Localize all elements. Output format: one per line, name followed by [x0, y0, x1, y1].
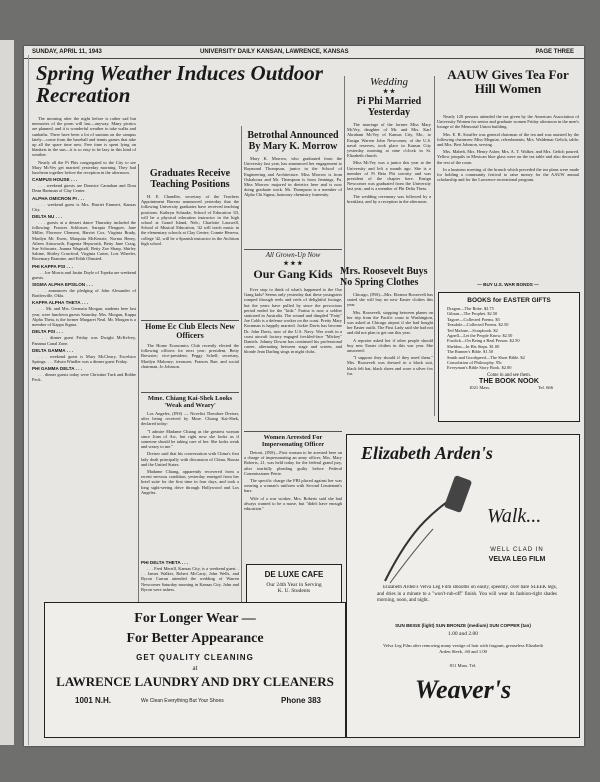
elizabeth-arden-ad — [346, 434, 580, 738]
divider — [141, 320, 239, 321]
betrothal-text: Mary K. Morrow, who graduated from the University last year, has announced her engagement to Raymond Thompson, junior in the School of Engineering and Architecture. Miss Morrow is from Oskaloosa and Mr. Thompson is from Jennings, Pa. Miss Morrow majored in dietetics here and is now doing graduate work. Mr. Thompson is a member of Alpha Chi Sigma, honorary chemistry fraternity. — [244, 156, 342, 198]
item-head: DELTA PSI . . . — [32, 329, 63, 335]
column-society — [32, 116, 136, 648]
roosevelt-para: A reporter asked her if other people should buy new Easter clothes in this war year. She answered: — [347, 337, 433, 354]
ourgang-stars: ★ ★ ★ — [283, 261, 303, 267]
phidelt-text: . . . Fred Merrill, Kansas City, is a weekend guest. . . . James Walker, Robert McCarty, John Wells, and Byron Curran attended the wedding of Warren Newcomer Saturday morning in Kansas City. John and Byron were ushers. — [141, 566, 239, 592]
book-nook-ad — [438, 292, 580, 422]
divider — [244, 249, 342, 250]
column-rule — [241, 126, 242, 606]
item-text: . . . weekend guest is Mrs. Harriet Emmert, Kansas City. — [32, 201, 136, 212]
page-fold-line — [28, 55, 29, 745]
divider — [141, 392, 239, 393]
item-head: SIGMA ALPHA EPSILON . . . — [32, 282, 93, 288]
newspaper-page — [24, 46, 584, 746]
betrothal-headline: Betrothal Announced By Mary K. Morrow — [247, 130, 339, 152]
deluxe-name: DE LUXE CAFE — [264, 570, 324, 579]
item-head: KAPPA ALPHA THETA . . . — [32, 300, 89, 306]
wedding-para: The marriage of the former Miss Mary McVey, daughter of Mr. and Mrs. Karl Abraham McVey of Kansas City, Mo., to Ensign Warren John Newcomer, of the U.S. naval reserves, took place in Kansas City yesterday morning at nine o'clock in St. Elizabeth church. — [347, 122, 431, 159]
spring-para: Nearly all the Pi Phis congregated to the City to see Mary McVey get married yesterday morning. They had luncheon together before the reception in the afternoon. — [32, 159, 136, 176]
item-text: . . . Joe Morris and Justin Doyle of Topeka are weekend guests. — [32, 269, 136, 280]
arden-tag: WELL CLAD IN — [490, 547, 544, 553]
arden-body-block — [377, 585, 557, 607]
laundry-line1: For Longer Wear — — [134, 611, 256, 626]
booknook-contact — [439, 385, 579, 391]
graduates-text: H. E. Chandler, secretary of the Teachers Appointment Bureau announced yesterday that the following University graduates have received teaching positions: Kathryn Schaake, School of Education '43, will be a physical education instructor in the high school at Grand Island, Neb.; Charlotte Lasswell, School of Musical Education, '42 will teach music in the elementary schools at Clay Center; Connie Herrera, college '42, will be a Spanish instructor in the Atchison high school. — [141, 194, 239, 246]
aauw-para: Mrs. Mabelt, Mrs. Henry Asher, Mrs. A. T. Walker, and Mrs. Geltch poured. Yellow jonquils in Mexican blue glass were on the tea table and also decorated the rest of the room. — [437, 149, 579, 165]
roosevelt-headline: Mrs. Roosevelt Buys No Spring Clothes — [340, 266, 428, 288]
laundry-at: at — [192, 664, 198, 672]
item-text: . . . Mr. and Mrs. Germain Morgan, students here last year, were luncheon guests Saturday. Mrs. Morgan, Kappa Alpha Theta, is the former Margaret Neal. Mr. Morgan is a member of Kappa Sigma. — [32, 306, 136, 328]
homeec-text: The Home Economics Club recently elected the following officers for next year: president, Betty Brewster; vice-president, Peggy Schell; secretary, Marilyn Maloney; treasurer, Frances Rae; and social chairman, Jo Johnson. — [141, 343, 239, 369]
ourgang-headline: Our Gang Kids — [253, 267, 333, 281]
leg-illustration — [365, 471, 485, 591]
wedding-para: The wedding ceremony was followed by a breakfast, and by a reception in the afternoon. — [347, 193, 431, 204]
arden-body: Elizabeth Arden's Velva Leg Film smooths on easily, speedily, over bare SLEEK legs, and dries in a minute to a "won't-rub-off" finish. You will wear its fashion-right shades morning, noon, and night. — [377, 585, 557, 603]
item-text: . . . dinner guest Friday was Dwight McKelvey, Panama Canal Zone. — [32, 335, 136, 346]
roosevelt-para: Mrs. Roosevelt, stopping between planes on her trip from the Pacific coast to Washington, was asked at Chicago airport if she had bought her Easter outfit. The First Lady said she had not and did not plan to get one this year. — [347, 309, 433, 336]
chiang-headline: Mme. Chiang Kai-Shek Looks 'Weak and Weary' — [147, 395, 233, 410]
graduates-headline: Graduates Receive Teaching Positions — [149, 168, 231, 190]
booknook-name: THE BOOK NOOK — [479, 377, 539, 385]
deluxe-line1: Our 24th Year in Serving — [266, 582, 322, 588]
item-head: ALPHA OMICRON PI . . . — [32, 195, 85, 201]
impersonating-headline: Women Arrested For Impersonating Officer — [261, 434, 325, 449]
chiang-para: Los Angeles, (INS) — Novelist Theodore Dreiser, after being received by Mme. Chiang Kai-Shek, declared today: — [141, 411, 239, 427]
divider — [244, 431, 342, 432]
betrothal-story — [244, 156, 342, 248]
laundry-name: LAWRENCE LAUNDRY AND DRY CLEANERS — [56, 674, 334, 689]
laundry-contact — [45, 696, 345, 708]
roosevelt-para: "I suppose they should if they need them." Mrs. Roosevelt was dressed in a black suit, black felt hat, black shoes and wore a silver fox fur. — [347, 355, 433, 376]
arden-store-address: 811 Mass. Tel. — [449, 663, 477, 668]
arden-note: Velva Leg Film after removing many vestige of hair with fragrant, greaseless Elizabeth Arden Sleek, .60 and 1.00 — [382, 643, 544, 654]
lawrence-laundry-ad — [44, 602, 346, 738]
chiang-para: Dreiser said that his conversation with China's first lady dealt principally with discussion of China, Russia and the United States. — [141, 451, 239, 467]
adjacent-page-edge — [0, 40, 14, 745]
item-head: DELTA NU . . . — [32, 214, 63, 220]
wedding-kicker: Wedding — [369, 76, 409, 88]
spring-headline: Spring Weather Induces Outdoor Recreation — [36, 61, 323, 108]
leg-film-bottle — [444, 475, 473, 513]
book-list-item: Fosdick—On Being a Real Person. $2.50 — [447, 338, 520, 344]
book-list-item: Consolation of Philosophy. 95c — [447, 360, 503, 366]
chiang-para: Madame Chiang, apparently recovered from a recent nervous condition, yesterday emerged from her hotel suite for the first time in four days, and took a long sight-seeing drive through Hollywood and Los Angeles. — [141, 469, 239, 495]
deluxe-cafe-ad — [246, 564, 342, 606]
ourgang-story — [244, 287, 342, 429]
chiang-para: "I admire Madame Chiang as the greatest woman since Joan of Arc, but right now she looks as if someone should be taking care of her. She looks weak and weary to me." — [141, 428, 239, 450]
booknook-address: 1021 Mass. — [469, 384, 491, 390]
book-list-item: Sheldon—In His Steps. $1.00 — [447, 343, 500, 349]
spring-para: The morning after the night before is rather sad but memories of the prom will last—anyway. Many picnics are planned, and it is wonderful weather to take walks and sunbaths. There have been a lot of suntans on the campus lately—come from the baseball and tennis games that take up all the spare time now. Free time is spent lying on blankets in the sun—it is so easy to be lazy in this kind of weather. — [32, 116, 136, 158]
booknook-title: BOOKS for EASTER GIFTS — [467, 297, 551, 304]
weavers-logo: Weaver's — [414, 675, 512, 704]
book-list-item: Tagore—Collected Poems. $3 — [447, 316, 500, 322]
book-list-item: Smith and Goodspeed—The Short Bible. $2 — [447, 354, 525, 360]
item-text: . . . weekend guest is Mary McCleary, Excelsior Springs. . . . Edwin Windler was a dinner guest Friday. — [32, 353, 136, 364]
item-text: . . . dinner guests today were Christine Turk and Bobbe Peck. — [32, 372, 136, 383]
laundry-slogan: We Clean Everything But Your Shoes — [141, 698, 224, 704]
impersonating-story — [244, 450, 342, 560]
book-list-item: Gibran—The Prophet. $2.50 — [447, 311, 498, 317]
aauw-para: Nearly 120 persons attended the tea given by the American Association of University Women for senior and graduate women Friday afternoon in the men's lounge of the Memorial Union building. — [437, 114, 579, 130]
item-text: . . . announces the pledging of John Alexander of Bartlesville, Okla. — [32, 288, 136, 299]
chiang-story — [141, 411, 239, 557]
graduates-story — [141, 194, 239, 318]
booknook-list — [439, 304, 579, 373]
homeec-story — [141, 343, 239, 391]
header-paper: UNIVERSITY DAILY KANSAN, LAWRENCE, KANSAS — [200, 49, 349, 55]
deluxe-line2: K. U. Students — [277, 588, 311, 594]
laundry-phone: Phone 383 — [280, 696, 321, 705]
item-head: PHI GAMMA DELTA . . . — [32, 366, 83, 372]
roosevelt-para: Chicago, (INS)—Mrs. Eleanor Roosevelt has stated she will buy no new Easter clothes this year. — [347, 292, 433, 308]
roosevelt-story — [347, 292, 433, 422]
item-head: DELTA GAMMA . . . — [32, 347, 74, 353]
book-list-item: Everyman's Bible Story Book. $2.00 — [447, 365, 512, 371]
book-list-item: Dragon—The Robe. $2.75 — [447, 306, 494, 311]
booknook-line: Come in and see them. — [487, 372, 531, 378]
arden-brand: Elizabeth Arden's — [361, 443, 493, 463]
laundry-line2: For Better Appearance — [126, 631, 264, 646]
homeec-headline: Home Ec Club Elects New Officers — [145, 322, 235, 340]
impersonating-para: Wife of a war worker, Mrs. Roberts said she had always wanted to be a nurse, but "didn't have enough education." — [244, 495, 342, 512]
laundry-address: 1001 N.H. — [75, 696, 112, 705]
aauw-story — [437, 114, 579, 282]
ourgang-text: Ever stop to think of what's happened to the Our Gang kids? Seems only yesterday that these youngsters romped through reels and reels of delightful footage, but the years have pulled by since the precocious period ended for the "kids." Farina is now a soldier stationed in Australia. The rotund and dimpled "Fatty" Joe Cobb is a defense worker on the coast. Pretty Mary Kornman is happily married. Jackie Davis has become Dr. John Davis, now of the U.S. Navy. War work in a coast aircraft factory engaged freckled-face "Mickey" Daniels. Johnny Downs has continued his professional career, alternating between stage and screen, and blonde Jean Darling sings in night clubs. — [244, 287, 342, 355]
header-page: PAGE THREE — [535, 49, 574, 55]
wedding-para: Miss McVey was a junior this year at the University and left a month ago. She is a member of Pi Beta Phi sorority and was president of the chapter here. Ensign Newcomer was graduated from the University last year, and is a member of Phi Delta Theta. — [347, 160, 431, 192]
impersonating-para: Detroit, (INS)—First woman to be arrested here on a charge of impersonating an army officer, Mrs. Mary Roberts, 21, was held today for the federal grand jury, after tearfully pleading guilty before Federal Commissioner Petrie. — [244, 450, 342, 476]
arden-walk: Walk... — [487, 505, 542, 527]
book-list-item: Teasdale—Collected Poems. $2.50 — [447, 322, 509, 328]
booknook-tel: Tel. 666 — [538, 384, 553, 390]
item-head: CAMPUS HOUSE . . . — [32, 177, 78, 183]
ourgang-kicker: All Grown-Up Now — [265, 251, 321, 259]
aauw-para: In a business meeting of the branch which preceded the tea plans were made for holding a community festival to raise money for the AAUW annual scholarship and for the Lawrence recreational program. — [437, 166, 579, 183]
book-list-item: The Runner's Bible. $1.50 — [447, 349, 494, 355]
aauw-para: Mrs. E. B. Stouffer was general chairman of the tea and was assisted by the following chairmen: Miss Meguiar, refreshments; Mrs. Waldemar Geltch, table; and Mrs. Bert Johnson, serving. — [437, 131, 579, 148]
page-header — [24, 46, 584, 59]
aauw-headline: AAUW Gives Tea For Hill Women — [447, 67, 569, 97]
arden-price: 1.00 and 2.00 — [448, 631, 478, 637]
wedding-headline: Pi Phi Married Yesterday — [356, 96, 422, 118]
laundry-line3: GET QUALITY CLEANING — [136, 653, 254, 662]
item-text: . . . weekend guests are Donnice Carnahan and Dora Dean Hartman of Clay Center. — [32, 183, 136, 194]
column-rule — [138, 164, 139, 644]
book-list-item: Ted Malone—Scrapbook. $2 — [447, 327, 498, 333]
book-list-item: Agnell—Let the People Know. $2.50 — [447, 333, 513, 339]
column-rule — [434, 76, 435, 416]
header-date: SUNDAY, APRIL 11, 1943 — [32, 49, 102, 55]
war-bonds-line: — BUY U.S. WAR BONDS — — [477, 282, 539, 287]
arden-shades: SUN BEIGE (light) SUN BRONZE (medium) SUN COPPER (tan) — [395, 623, 531, 628]
item-text: . . . guests at a dessert dance Thursday included the following: Frances Schlosser, Sarapta Fleuguer, Jane Miller, Florence Clement, Harriet Cox, Virginia Brady, Marilyn Mc Ewen, Marquita McKenzie, Norma Henry, Aileen Ainsworth, Eugenia Hepworth, Betty June Craig, Sue Schwartz, Joanna Wagstaff, Betty Zoe Sharp, Shirley Sabine, Shirley Crawford, Virginia Carter, Lois Wheeler, Rosemary Bramine, and Edith Olmsted. — [32, 220, 136, 262]
item-head: PHI KAPPA PSI . . . — [32, 263, 73, 269]
phidelt-head: PHI DELTA THETA . . . — [141, 560, 189, 565]
arden-product: VELVA LEG FILM — [488, 556, 546, 563]
impersonating-para: The specific charge the FBI placed against her was wearing a woman's uniform with Second Lieutenant's bars. — [244, 478, 342, 494]
wedding-stars: ★ ★ — [382, 89, 396, 95]
